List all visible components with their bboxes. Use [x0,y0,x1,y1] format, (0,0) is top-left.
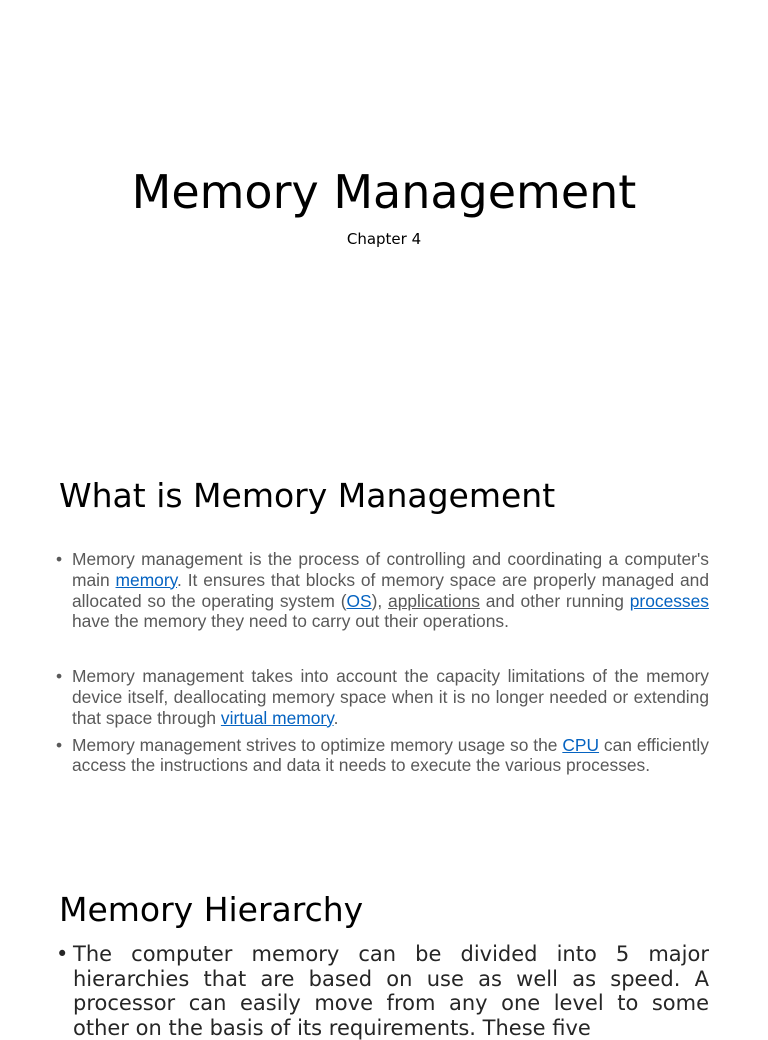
processes-link[interactable]: processes [629,590,709,611]
bullet-item [56,666,709,728]
bullet-marker: • [56,734,63,755]
virtual-memory-link[interactable]: virtual memory [220,707,334,728]
applications-text: applications [388,590,480,611]
bullet-text: have the memory they need to carry out their operations. [72,611,509,632]
bullet-marker: • [56,549,63,569]
slide-title: Memory Hierarchy [59,890,364,929]
bullet-text: can efficiently access the instructions and data it needs to execute the various processes. [72,734,709,776]
bullet-marker: • [56,666,63,687]
bullet-item [56,549,709,632]
cpu-link[interactable]: CPU [562,734,600,755]
memory-hierarchy-slide [0,864,768,1040]
title-slide [0,0,768,432]
presentation-subtitle: Chapter 4 [346,230,422,248]
presentation-title: Memory Management [131,165,637,219]
os-link[interactable]: OS [346,590,372,611]
bullet-item [56,735,709,777]
bullet-text: Memory management strives to optimize memory usage so the [72,734,563,755]
slide-title: What is Memory Management [59,476,556,515]
bullet-text: Memory management takes into account the capacity limitations of the memory device itself, deallocating memory space when it is no longer needed or extending that space through [72,666,709,728]
bullet-list [56,549,709,776]
bullet-text: The computer memory can be divided into 5 major hierarchies that are based on use as well as speed. A processor can easily move from any one level to some other on the basis of its requirements. These five [73,942,709,1040]
bullet-list [56,942,709,1040]
bullet-text: Memory management is the process of controlling and coordinating a computer's main [72,549,709,590]
bullet-text: . [333,707,339,728]
bullet-marker: • [56,942,69,966]
bullet-text: ), [371,590,389,611]
bullet-text: . It ensures that blocks of memory space are properly managed and allocated so the operating system ( [72,569,709,611]
memory-link[interactable]: memory [115,569,178,590]
bullet-text: and other running [479,590,630,611]
bullet-item [56,942,709,1040]
what-is-memory-management-slide [0,432,768,864]
